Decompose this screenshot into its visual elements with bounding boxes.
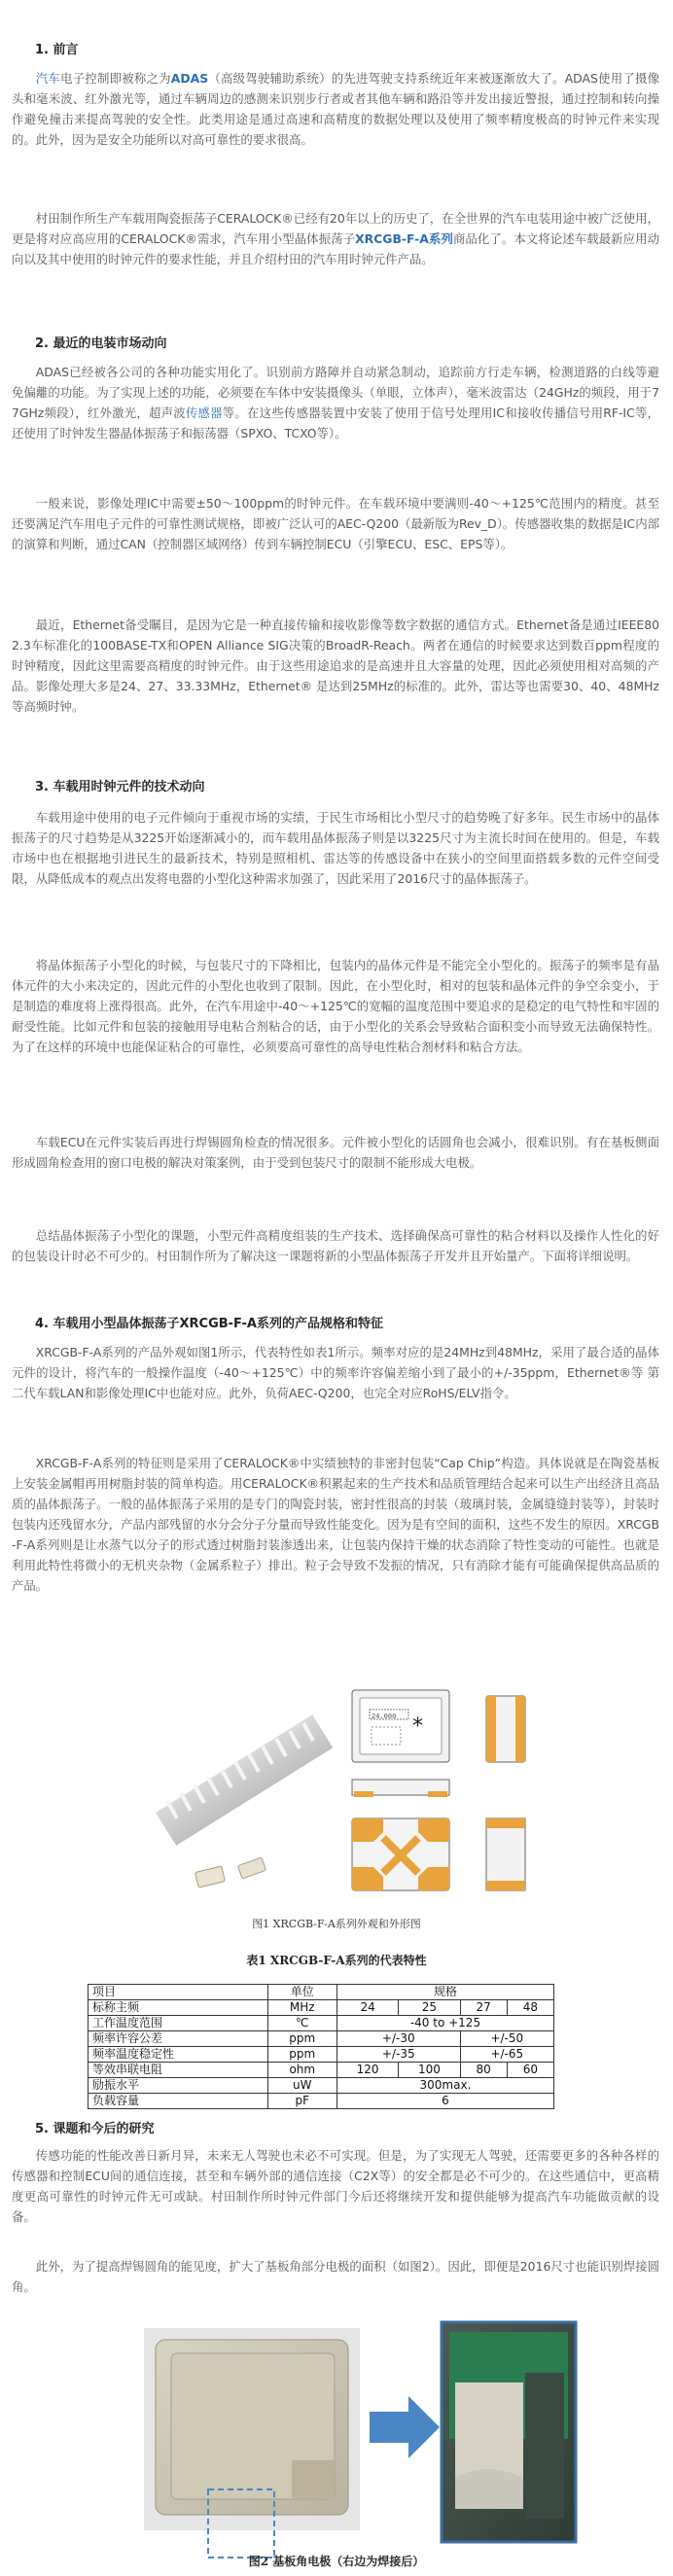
- table-row: [89, 2000, 554, 2016]
- section-outlook-body-1: [12, 2145, 659, 2227]
- table-cell: +/-35: [336, 2047, 460, 2063]
- spec-table: [88, 1984, 554, 2109]
- paragraph: [12, 955, 659, 1057]
- section-intro-body-2: [12, 208, 659, 269]
- table-cell: 等效串联电阻: [89, 2063, 268, 2078]
- section-title: 2. 最近的电装市场动向: [35, 336, 167, 351]
- figure2-photos: [0, 2314, 673, 2576]
- text-run: （高级驾驶辅助系统）的先进驾驶支持系统近年来被逐渐放大了。ADAS使用了摄像头和毫米波、红外激光等，通过车辆周边的感测来识别步行者或者其他车辆和路沿等并发出接近警报，通过控制和转向操作避免撞击来提高驾驶的安全性。此类用途是通过高速和高精度的数据处理以及使用了频率精度极高的时钟元件来实现的。此外，因为是安全功能所以对高可靠性的要求很高。: [12, 71, 660, 147]
- photo-substrate-corner: [144, 2328, 360, 2558]
- table-cell: +/-50: [460, 2031, 553, 2047]
- figure1-drawings: [0, 1676, 673, 2036]
- section-tech-body-4: [12, 1225, 659, 1266]
- text-run: 车载ECU在元件实装后再进行焊锡圆角检查的情况很多。元件被小型化的话圆角也会减小，很难识别。有在基板侧面形成圆角检查用的窗口电极的解决对策案例，由于受到包装尺寸的限制不能形成大电极。: [12, 1135, 659, 1170]
- section-market-body-2: [12, 493, 659, 554]
- table-cell: 100: [399, 2063, 460, 2078]
- paragraph: [12, 1342, 659, 1403]
- figure2-caption: 图2 基板角电极（右边为焊接后）: [248, 2555, 425, 2568]
- section-title: 5. 课题和今后的研究: [35, 2122, 155, 2136]
- paragraph: [12, 68, 659, 150]
- arrow-icon: [370, 2396, 440, 2458]
- section-market-body-1: [12, 362, 659, 443]
- section-product: [12, 1313, 659, 1331]
- table-cell: 80: [460, 2063, 507, 2078]
- text-run: 车载用途中使用的电子元件倾向于重视市场的实绩，于民生市场相比小型尺寸的趋势晚了好多年。民生市场中的晶体振荡子的尺寸趋势是从3225开始逐渐减小的，而车载用晶体振荡子则是以3225尺寸为主流长时间在使用的。但是，车载市场中也在根据地引进民生的最新技术，特别是照相机、雷达等的传感设备中在狭小的空间里面搭载多数的元件空间受限，从降低成本的观点出发将电器的小型化这种需求加强了，因此采用了2016尺寸的晶体振荡子。: [12, 810, 659, 886]
- table-row: [89, 2063, 554, 2078]
- text-run: 最近，Ethernet备受瞩目，是因为它是一种直接传输和接收影像等数字数据的通信方式。Ethernet备是通过IEEE802.3车标准化的100BASE-TX和OPEN Alliance SIG决策的BroadR-Reach。两者在通信的时候要求达到数百ppm程度的时钟精度，因此这里需要高精度的时钟元件。由于这些用途追求的是高速并且大容量的处理，因此必须使用相对高频的产品。影像处理大多是24、27、33.33MHz，Ethernet® 是达到25MHz的标准的。此外，雷达等也需要30、40、48MHz等高频时钟。: [12, 618, 659, 714]
- table-cell: ppm: [267, 2047, 336, 2063]
- text-run: 一般来说，影像处理IC中需要±50～100ppm的时钟元件。在车载环境中要满则-40～+125℃范围内的精度。甚至还要满足汽车用电子元件的可靠性测试规格，即被广泛认可的AEC-Q200（最新版为Rev_D）。传感器收集的数据是IC内部的演算和判断，通过CAN（控制器区域网络）传到车辆控制ECU（引擎ECU、ESC、EPS等）。: [12, 496, 659, 551]
- table-cell: pF: [267, 2094, 336, 2109]
- chip-side-view: [486, 1696, 525, 1762]
- section-market-body-3: [12, 615, 659, 717]
- chip-bottom-side: [352, 1780, 449, 1797]
- table-cell: 工作温度范围: [89, 2016, 268, 2031]
- section-intro: [12, 39, 659, 57]
- product-photo: [156, 1714, 333, 1888]
- section-market: [12, 333, 659, 351]
- table-cell: 单位: [267, 1985, 336, 2000]
- photo-soldered: [442, 2322, 576, 2542]
- text-run: 总结晶体振荡子小型化的课题，小型元件高精度组装的生产技术、选择确保高可靠性的粘合材料以及操作人性化的好的包装设计时必不可少的。村田制作所为了解决这一课题将新的小型晶体振荡子开发并且开始量产。下面将详细说明。: [12, 1228, 659, 1263]
- table-cell: 励振水平: [89, 2078, 268, 2094]
- figure1-caption: 图1 XRCGB-F-A系列外观和外形图: [252, 1918, 421, 1930]
- paragraph: [12, 2145, 659, 2227]
- table-cell: uW: [267, 2078, 336, 2094]
- highlight-link[interactable]: ADAS: [170, 71, 209, 86]
- table-cell: 规格: [336, 1985, 553, 2000]
- table-cell: +/-65: [460, 2047, 553, 2063]
- section-outlook-body-2: [12, 2256, 659, 2297]
- chip-marking: 24.000: [372, 1712, 397, 1720]
- section-intro-body: [12, 68, 659, 150]
- table-cell: ohm: [267, 2063, 336, 2078]
- table-row: [89, 2094, 554, 2109]
- table-cell: 27: [460, 2000, 507, 2016]
- table-cell: 300max.: [336, 2078, 553, 2094]
- section-tech-body-3: [12, 1132, 659, 1173]
- paragraph: [12, 493, 659, 554]
- section-product-body-2: [12, 1453, 659, 1596]
- section-outlook: [12, 2118, 659, 2136]
- text-run: 村田制作所生产车载用陶瓷振荡子CERALOCK®已经有20年以上的历史了，在全世界的汽车电装用途中被广泛使用，更是将对应高应用的CERALOCK®需求，汽车用小型晶体振荡子: [12, 211, 659, 246]
- paragraph: [12, 615, 659, 717]
- section-title: 3. 车载用时钟元件的技术动向: [35, 780, 205, 794]
- section-tech: [12, 776, 659, 794]
- table-cell: MHz: [267, 2000, 336, 2016]
- table-header-row: [89, 1985, 554, 2000]
- chip-electrode-view: [352, 1818, 525, 1890]
- paragraph: [12, 1453, 659, 1596]
- table-cell: 负载容量: [89, 2094, 268, 2109]
- table-cell: ℃: [267, 2016, 336, 2031]
- table1-caption: 表1 XRCGB-F-A系列的代表特性: [246, 1954, 427, 1967]
- table-cell: +/-30: [336, 2031, 460, 2047]
- text-run: 将晶体振荡子小型化的时候，与包装尺寸的下降相比，包装内的晶体元件是不能完全小型化的。振荡子的频率是有晶体元件的大小来决定的，因此元件的小型化也收到了限制。因此，在小型化时，相对的包装和晶体元件的争空余变小，于是制造的难度将上涨得很高。此外，在汽车用途中-40～+125℃的宽幅的温度范围中要追求的是稳定的电气特性和牢固的耐受性能。比如元件和包装的接触用导电粘合剂粘合的话，由于小型化的关系会导致粘合面积变小而导致无法确保特性。为了在这样的环境中也能保证粘合的可靠性，必须要高可靠性的高导电性粘合剂材料和粘合方法。: [12, 958, 659, 1054]
- highlight-link[interactable]: 汽车: [35, 71, 61, 86]
- table-cell: 60: [507, 2063, 553, 2078]
- section-title: 4. 车载用小型晶体振荡子XRCGB-F-A系列的产品规格和特征: [35, 1317, 383, 1331]
- table-cell: 24: [336, 2000, 398, 2016]
- table-row: [89, 2016, 554, 2031]
- text-run: 等。在这些传感器装置中安装了使用于信号处理用IC和接收传播信号用RF-IC等，还使用了时钟发生器晶体振荡子和振荡器（SPXO、TCXO等）。: [12, 406, 659, 441]
- highlight-link[interactable]: XRCGB-F-A系列: [355, 231, 453, 246]
- paragraph: [12, 362, 659, 443]
- section-tech-body-2: [12, 955, 659, 1057]
- table-row: [89, 2078, 554, 2094]
- paragraph: [12, 208, 659, 269]
- paragraph: [12, 1225, 659, 1266]
- table-cell: ppm: [267, 2031, 336, 2047]
- text-run: 电子控制即被称之为: [60, 71, 171, 86]
- text-run: 此外，为了提高焊锡圆角的能见度，扩大了基板角部分电极的面积（如图2）。因此，即便是2016尺寸也能识别焊接圆角。: [12, 2259, 659, 2294]
- paragraph: [12, 1132, 659, 1173]
- highlight-link[interactable]: 传感器: [185, 406, 223, 420]
- text-run: XRCGB-F-A系列的产品外观如图1所示，代表特性如表1所示。频率对应的是24MHz到48MHz，采用了最合适的晶体元件的设计，将汽车的一般操作温度（-40～+125℃）中的频率许容偏差缩小到了最小的+/-35ppm，Ethernet®等 第二代车载LAN和影像处理IC中也能对应。此外，负荷AEC-Q200，也完全对应RoHS/ELV指令。: [12, 1345, 659, 1400]
- table-cell: 标称主频: [89, 2000, 268, 2016]
- table-cell: 频率温度稳定性: [89, 2047, 268, 2063]
- section-tech-body-1: [12, 807, 659, 889]
- section-title: 1. 前言: [35, 43, 79, 57]
- chip-symbol: *: [412, 1714, 423, 1739]
- paragraph: [12, 2256, 659, 2297]
- paragraph: [12, 807, 659, 889]
- table-cell: -40 to +125: [336, 2016, 553, 2031]
- text-run: 传感功能的性能改善日新月异，未来无人驾驶也未必不可实现。但是，为了实现无人驾驶，还需要更多的各种各样的传感器和控制ECU间的通信连接，甚至和车辆外部的通信连接（C2X等）的安全都是必不可少的。在这些通信中，更高精度更高可靠性的时钟元件无可或缺。村田制作所时钟元件部门今后还将继续开发和提供能够为提高汽车功能做贡献的设备。: [12, 2148, 659, 2224]
- table-cell: 频率许容公差: [89, 2031, 268, 2047]
- table-cell: 25: [399, 2000, 460, 2016]
- table-cell: 120: [336, 2063, 398, 2078]
- text-run: XRCGB-F-A系列的特征则是采用了CERALOCK®中实绩独特的非密封包装“Cap Chip”构造。具体说就是在陶瓷基板上安装金属帽再用树脂封装的简单构造。用CERALOCK®积累起来的生产技术和品质管理结合起来可以生产出经济且高品质的晶体振荡子。一般的晶体振荡子采用的是专门的陶瓷封装，密封性很高的封装（玻璃封装，金属缝缝封装等），封装时包装内还残留水分，产品内部残留的水分会分子分量而导致性能变化。因为是有空间的面积，这些不发生的原因。XRCGB-F-A系列则是让水蒸气以分子的形式透过树脂封装渗透出来，让包装内保持干燥的状态消除了特性变动的可能性。也就是利用此特性将微小的无机夹杂物（金属系粒子）排出。粒子会导致不发振的情况，只有消除才能有可能确保提供高品质的产品。: [12, 1456, 659, 1593]
- table-cell: 项目: [89, 1985, 268, 2000]
- chip-top-view: [352, 1690, 449, 1762]
- text-run: ADAS已经被各公司的各种功能实用化了。识别前方路障并自动紧急制动，追踪前方行走车辆，检测道路的白线等避免偏離的功能。为了实现上述的功能，必须要在车体中安装摄像头（单眼，立体声），毫米波雷达（24GHz的频段，用于77GHz频段），红外激光，超声波: [12, 365, 659, 420]
- text-run: 商品化了。本文将论述车载最新应用动向以及其中使用的时钟元件的要求性能，并且介绍村田的汽车用时钟元件产品。: [12, 231, 659, 266]
- table-cell: 48: [507, 2000, 553, 2016]
- section-product-body-1: [12, 1342, 659, 1403]
- table-cell: 6: [336, 2094, 553, 2109]
- table-row: [89, 2031, 554, 2047]
- table-row: [89, 2047, 554, 2063]
